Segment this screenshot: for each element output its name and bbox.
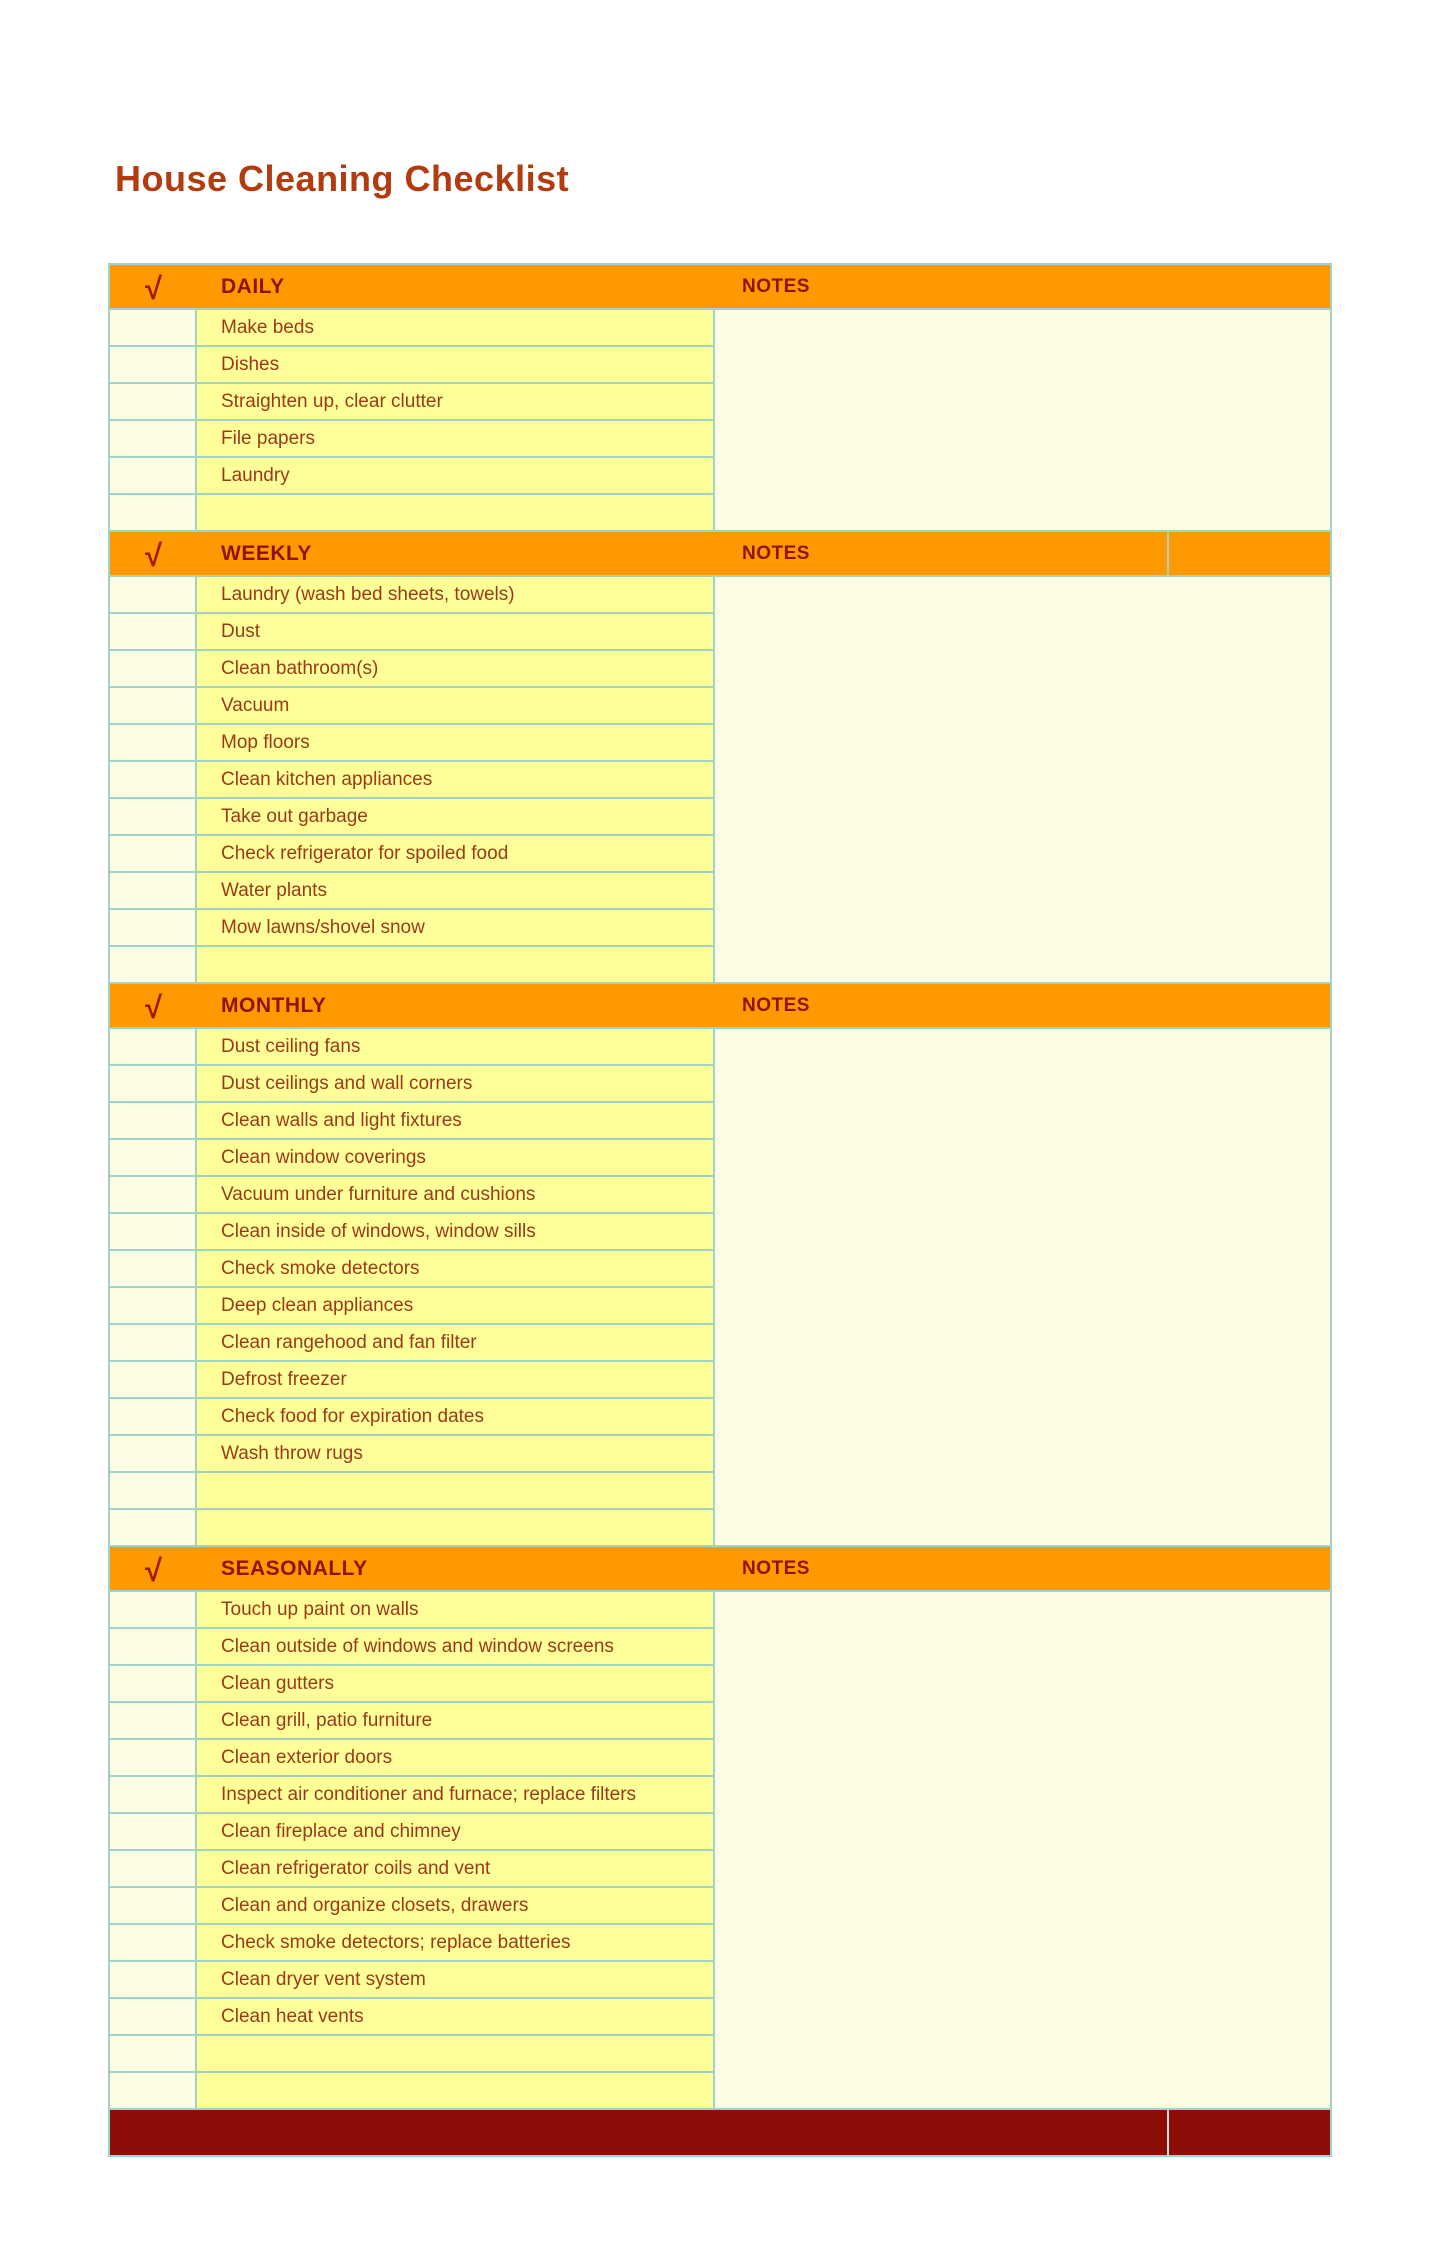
task-cell: Clean inside of windows, window sills bbox=[197, 1214, 715, 1251]
task-cell: Clean gutters bbox=[197, 1666, 715, 1703]
check-cell bbox=[110, 577, 197, 614]
check-cell bbox=[110, 1214, 197, 1251]
notes-cell bbox=[715, 577, 1330, 984]
cleaning-checklist-table bbox=[108, 263, 1332, 2157]
task-cell: Dust ceilings and wall corners bbox=[197, 1066, 715, 1103]
task-cell: Vacuum bbox=[197, 688, 715, 725]
task-cell: Clean and organize closets, drawers bbox=[197, 1888, 715, 1925]
task-cell: Dust bbox=[197, 614, 715, 651]
section-title: WEEKLY bbox=[221, 541, 312, 565]
section-header-seasonally bbox=[110, 1547, 1330, 1592]
empty-task-cell bbox=[197, 947, 715, 984]
task-cell: Take out garbage bbox=[197, 799, 715, 836]
header-right-spacer-cell bbox=[1167, 532, 1330, 575]
check-cell bbox=[110, 1777, 197, 1814]
task-cell: Defrost freezer bbox=[197, 1362, 715, 1399]
section-title: DAILY bbox=[221, 274, 285, 298]
task-cell: Touch up paint on walls bbox=[197, 1592, 715, 1629]
check-cell bbox=[110, 310, 197, 347]
check-cell bbox=[110, 1962, 197, 1999]
task-cell: Mop floors bbox=[197, 725, 715, 762]
notes-cell bbox=[715, 310, 1330, 532]
empty-task-cell bbox=[197, 1510, 715, 1547]
empty-check-cell bbox=[110, 1510, 197, 1547]
task-cell: Dust ceiling fans bbox=[197, 1029, 715, 1066]
empty-check-cell bbox=[110, 2073, 197, 2110]
notes-column-header bbox=[715, 1547, 1330, 1590]
check-cell bbox=[110, 688, 197, 725]
check-cell bbox=[110, 1740, 197, 1777]
section-title-cell bbox=[197, 1547, 715, 1590]
check-cell bbox=[110, 1140, 197, 1177]
empty-task-cell bbox=[197, 1473, 715, 1510]
task-cell: Clean dryer vent system bbox=[197, 1962, 715, 1999]
section-title: SEASONALLY bbox=[221, 1556, 368, 1580]
task-cell: Mow lawns/shovel snow bbox=[197, 910, 715, 947]
check-mark-icon: √ bbox=[144, 990, 162, 1025]
section-title: MONTHLY bbox=[221, 993, 327, 1017]
task-cell: Make beds bbox=[197, 310, 715, 347]
check-cell bbox=[110, 1999, 197, 2036]
empty-check-cell bbox=[110, 1473, 197, 1510]
check-column-header bbox=[110, 984, 197, 1027]
check-cell bbox=[110, 873, 197, 910]
check-cell bbox=[110, 651, 197, 688]
task-cell: Deep clean appliances bbox=[197, 1288, 715, 1325]
check-cell bbox=[110, 1814, 197, 1851]
check-cell bbox=[110, 1399, 197, 1436]
empty-task-cell bbox=[197, 495, 715, 532]
check-mark-icon: √ bbox=[144, 271, 162, 306]
check-cell bbox=[110, 1436, 197, 1473]
check-cell bbox=[110, 1703, 197, 1740]
check-cell bbox=[110, 614, 197, 651]
notes-label: NOTES bbox=[742, 542, 810, 564]
check-cell bbox=[110, 836, 197, 873]
section-header-weekly bbox=[110, 532, 1330, 577]
check-cell bbox=[110, 421, 197, 458]
task-cell: Check smoke detectors; replace batteries bbox=[197, 1925, 715, 1962]
task-cell: Check food for expiration dates bbox=[197, 1399, 715, 1436]
task-cell: Clean fireplace and chimney bbox=[197, 1814, 715, 1851]
task-cell: Clean grill, patio furniture bbox=[197, 1703, 715, 1740]
empty-task-cell bbox=[197, 2036, 715, 2073]
task-cell: Clean bathroom(s) bbox=[197, 651, 715, 688]
page-title: House Cleaning Checklist bbox=[115, 158, 570, 199]
task-cell: File papers bbox=[197, 421, 715, 458]
check-cell bbox=[110, 725, 197, 762]
notes-cell bbox=[715, 1592, 1330, 2110]
check-cell bbox=[110, 1592, 197, 1629]
notes-cell bbox=[715, 1029, 1330, 1547]
task-cell: Straighten up, clear clutter bbox=[197, 384, 715, 421]
notes-label: NOTES bbox=[742, 275, 810, 297]
check-cell bbox=[110, 910, 197, 947]
check-cell bbox=[110, 762, 197, 799]
check-column-header bbox=[110, 265, 197, 308]
section-body-seasonally bbox=[110, 1592, 1330, 2110]
empty-check-cell bbox=[110, 2036, 197, 2073]
check-cell bbox=[110, 1851, 197, 1888]
section-title-cell bbox=[197, 265, 715, 308]
notes-label: NOTES bbox=[742, 1557, 810, 1579]
check-cell bbox=[110, 1629, 197, 1666]
check-mark-icon: √ bbox=[144, 1553, 162, 1588]
task-cell: Clean window coverings bbox=[197, 1140, 715, 1177]
check-cell bbox=[110, 1888, 197, 1925]
check-cell bbox=[110, 799, 197, 836]
notes-label: NOTES bbox=[742, 994, 810, 1016]
section-body-weekly bbox=[110, 577, 1330, 984]
task-cell: Laundry bbox=[197, 458, 715, 495]
empty-check-cell bbox=[110, 947, 197, 984]
table-footer-bar bbox=[110, 2110, 1330, 2155]
task-cell: Clean heat vents bbox=[197, 1999, 715, 2036]
footer-right-segment bbox=[1167, 2110, 1330, 2155]
task-cell: Clean walls and light fixtures bbox=[197, 1103, 715, 1140]
task-cell: Wash throw rugs bbox=[197, 1436, 715, 1473]
notes-column-header bbox=[715, 265, 1330, 308]
check-cell bbox=[110, 1288, 197, 1325]
check-cell bbox=[110, 1925, 197, 1962]
section-header-monthly bbox=[110, 984, 1330, 1029]
task-cell: Check smoke detectors bbox=[197, 1251, 715, 1288]
check-cell bbox=[110, 1029, 197, 1066]
task-cell: Water plants bbox=[197, 873, 715, 910]
notes-column-header bbox=[715, 532, 1167, 575]
notes-column-header bbox=[715, 984, 1330, 1027]
task-cell: Laundry (wash bed sheets, towels) bbox=[197, 577, 715, 614]
task-cell: Clean kitchen appliances bbox=[197, 762, 715, 799]
check-cell bbox=[110, 1066, 197, 1103]
task-cell: Clean refrigerator coils and vent bbox=[197, 1851, 715, 1888]
task-cell: Inspect air conditioner and furnace; replace filters bbox=[197, 1777, 715, 1814]
check-cell bbox=[110, 458, 197, 495]
check-cell bbox=[110, 1362, 197, 1399]
task-cell: Check refrigerator for spoiled food bbox=[197, 836, 715, 873]
check-cell bbox=[110, 1177, 197, 1214]
footer-left-segment bbox=[110, 2110, 1167, 2155]
task-cell: Clean rangehood and fan filter bbox=[197, 1325, 715, 1362]
check-cell bbox=[110, 384, 197, 421]
check-cell bbox=[110, 1325, 197, 1362]
check-column-header bbox=[110, 1547, 197, 1590]
section-header-daily bbox=[110, 265, 1330, 310]
check-cell bbox=[110, 1103, 197, 1140]
section-body-daily bbox=[110, 310, 1330, 532]
check-mark-icon: √ bbox=[144, 538, 162, 573]
section-title-cell bbox=[197, 984, 715, 1027]
empty-check-cell bbox=[110, 495, 197, 532]
check-column-header bbox=[110, 532, 197, 575]
section-body-monthly bbox=[110, 1029, 1330, 1547]
check-cell bbox=[110, 1666, 197, 1703]
task-cell: Clean outside of windows and window screens bbox=[197, 1629, 715, 1666]
empty-task-cell bbox=[197, 2073, 715, 2110]
check-cell bbox=[110, 1251, 197, 1288]
task-cell: Vacuum under furniture and cushions bbox=[197, 1177, 715, 1214]
task-cell: Clean exterior doors bbox=[197, 1740, 715, 1777]
task-cell: Dishes bbox=[197, 347, 715, 384]
check-cell bbox=[110, 347, 197, 384]
section-title-cell bbox=[197, 532, 715, 575]
